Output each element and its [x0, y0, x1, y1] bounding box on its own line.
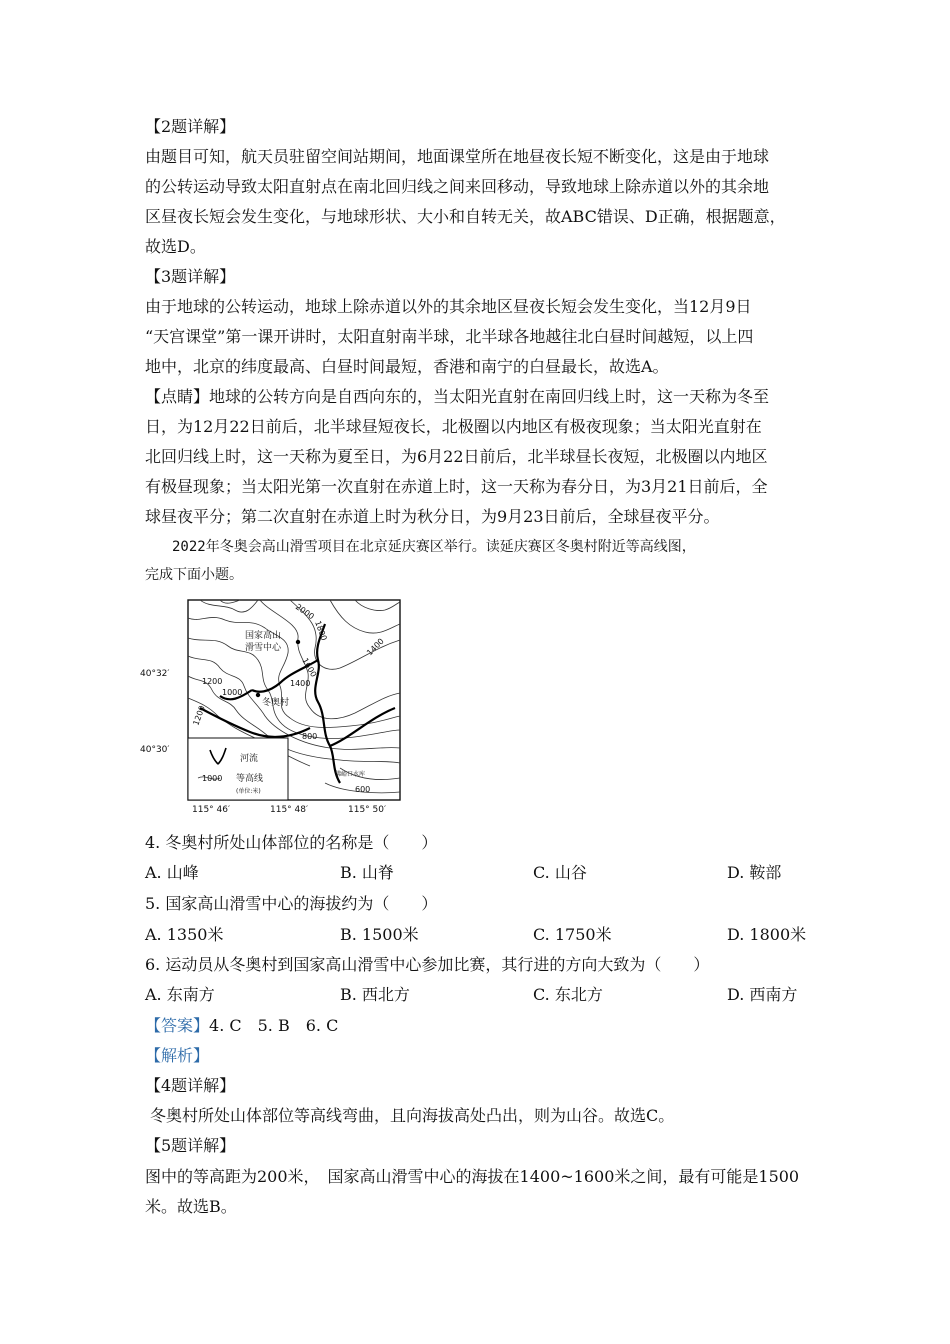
contour-label-1400: 1400	[365, 636, 386, 658]
option-c: C. 东北方	[533, 985, 603, 1004]
tip-line: 有极昼现象；当太阳光第一次直射在赤道上时，这一天称为春分日，为3月21日前后，全	[145, 477, 768, 496]
option-b: B. 1500米	[340, 925, 419, 944]
option-d: D. 1800米	[727, 925, 807, 944]
q2-line: 由题目可知，航天员驻留空间站期间，地面课堂所在地昼夜长短不断变化，这是由于地球	[145, 147, 770, 166]
lon-label-1: 115° 46′	[192, 805, 231, 815]
q5-line: 米。故选B。	[145, 1197, 237, 1216]
q3-line: 地中，北京的纬度最高、白昼时间最短，香港和南宁的白昼最长，故选A。	[145, 357, 669, 376]
contour-label-600: 600	[355, 785, 371, 794]
q4-heading: 【4题详解】	[145, 1076, 236, 1095]
option-d: D. 西南方	[727, 985, 798, 1004]
q4-text: 冬奥村所处山体部位等高线弯曲，且向海拔高处凸出，则为山谷。故选C。	[150, 1106, 675, 1125]
q5-line: 图中的等高距为200米， 国家高山滑雪中心的海拔在1400~1600米之间，最有可能是1500	[145, 1167, 800, 1186]
option-c: C. 1750米	[533, 925, 612, 944]
q3-line: 由于地球的公转运动，地球上除赤道以外的其余地区昼夜长短会发生变化，当12月9日	[145, 297, 752, 316]
q3-line: “天宫课堂”第一课开讲时，太阳直射南半球，北半球各地越往北白昼时间越短，以上四	[145, 327, 754, 346]
option-c: C. 山谷	[533, 863, 587, 882]
lat-label-bottom: 40°30′	[140, 745, 170, 755]
q3-heading: 【3题详解】	[145, 267, 236, 286]
q2-heading: 【2题详解】	[145, 117, 236, 136]
q2-line: 区昼夜长短会发生变化，与地球形状、大小和自转无关，故ABC错误、D正确，根据题意，	[145, 207, 786, 226]
answer-label: 【答案】	[145, 1016, 210, 1035]
ski-center-label-1: 国家高山	[245, 631, 282, 641]
contour-label-2000: 2000	[293, 602, 316, 622]
intro-line: 2022年冬奥会高山滑雪项目在北京延庆赛区举行。读延庆赛区冬奥村附近等高线图，	[172, 539, 696, 555]
analysis-label: 【解析】	[145, 1046, 210, 1065]
contour-label-1000: 1000	[222, 688, 243, 697]
option-b: B. 西北方	[340, 985, 410, 1004]
question-stem: 6. 运动员从冬奥村到国家高山滑雪中心参加比赛，其行进的方向大致为（ ）	[145, 955, 710, 974]
option-a: A. 1350米	[145, 925, 224, 944]
village-label: 冬奥村	[262, 698, 290, 708]
lat-label-top: 40°32′	[140, 669, 170, 679]
contour-label-1200b: 1200	[191, 704, 207, 727]
q2-line: 的公转运动导致太阳直射点在南北回归线之间来回移动，导致地球上除赤道以外的其余地	[145, 177, 770, 196]
ski-center-label-2: 滑雪中心	[245, 643, 282, 653]
q2-line: 故选D。	[145, 237, 206, 256]
contour-label-1800: 1800	[313, 619, 329, 642]
option-a: A. 山峰	[145, 863, 199, 882]
village-point	[256, 693, 260, 697]
option-a: A. 东南方	[145, 985, 215, 1004]
river-branch	[200, 708, 310, 737]
tip-line: 【点睛】地球的公转方向是自西向东的，当太阳光直射在南回归线上时，这一天称为冬至	[145, 387, 770, 406]
lon-label-2: 115° 48′	[270, 805, 309, 815]
tip-line: 日，为12月22日前后，北半球昼短夜长，北极圈以内地区有极夜现象；当太阳光直射在	[145, 417, 762, 436]
contour-label-800: 800	[302, 732, 318, 741]
question-stem: 4. 冬奥村所处山体部位的名称是（ ）	[145, 833, 438, 852]
answer-text: 4. C 5. B 6. C	[209, 1016, 339, 1035]
legend-contour-label: 等高线	[236, 774, 264, 784]
answer-line	[145, 1016, 338, 1036]
intro-line: 完成下面小题。	[145, 567, 243, 583]
contour-map	[140, 598, 410, 823]
ski-center-point	[296, 640, 300, 644]
contour-label-1400b: 1400	[290, 679, 311, 688]
contour-label-1600: 1600	[300, 656, 319, 679]
reservoir-label: 佛峪口水库	[335, 771, 366, 778]
question-stem: 5. 国家高山滑雪中心的海拔约为（ ）	[145, 894, 438, 913]
tip-line: 球昼夜平分；第二次直射在赤道上时为秋分日，为9月23日前后，全球昼夜平分。	[145, 507, 720, 526]
legend-unit-label: (单位:米)	[236, 788, 261, 795]
option-d: D. 鞍部	[727, 863, 782, 882]
q5-heading: 【5题详解】	[145, 1136, 236, 1155]
lon-label-3: 115° 50′	[348, 805, 387, 815]
legend-contour-value: 1000	[202, 774, 223, 783]
tip-line: 北回归线上时，这一天称为夏至日，为6月22日前后，北半球昼长夜短，北极圈以内地区	[145, 447, 768, 466]
option-b: B. 山脊	[340, 863, 394, 882]
contour-label-1200: 1200	[202, 677, 223, 686]
legend-river-label: 河流	[240, 754, 259, 764]
